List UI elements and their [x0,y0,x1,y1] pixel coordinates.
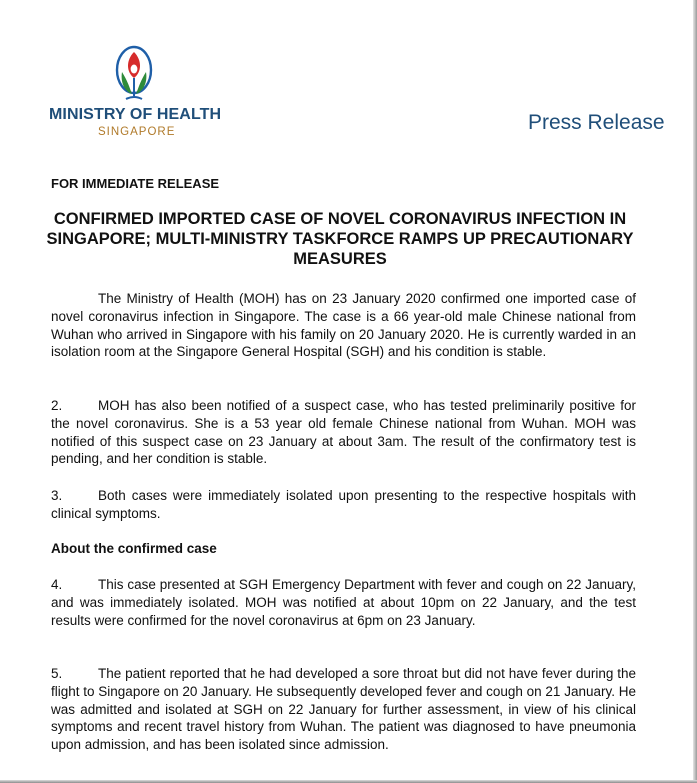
paragraph-5 [51,665,636,754]
org-name: MINISTRY OF HEALTH [49,106,222,123]
paragraph-number: 5. [51,666,63,681]
section-heading: About the confirmed case [51,541,217,556]
moh-logo-icon [112,42,156,102]
paragraph-3 [51,487,636,523]
paragraph-number: 3. [51,488,63,503]
paragraph-text: MOH has also been notified of a suspect case, who has tested preliminarily positive for the novel coronavirus. She is a 53 year old female Chinese national from Wuhan. MOH was notified of this suspect case on 23 January at about 3am. The result of the confirmatory test is pending, and her condition is stable. [51,398,636,467]
paragraph-number: 4. [51,577,63,592]
paragraph-number: 2. [51,398,63,413]
paragraph-4 [51,576,636,629]
page-edge-shadow [693,0,697,783]
paragraph-1 [51,290,636,361]
paragraph-text: The patient reported that he had developed a sore throat but did not have fever during the flight to Singapore on 20 January. He subsequently developed fever and cough on 21 January. He was admitted and isolated at SGH on 22 January for further assessment, in view of his clinical symptoms and recent travel history from Wuhan. The patient was diagnosed to have pneumonia upon admission, and has been isolated since admission. [51,666,636,753]
release-tag: FOR IMMEDIATE RELEASE [51,176,220,191]
paragraph-2 [51,397,636,468]
paragraph-text: This case presented at SGH Emergency Department with fever and cough on 22 January, and was immediately isolated. MOH was notified at about 10pm on 22 January, and the test results were confirmed for the novel coronavirus at 6pm on 23 January. [51,577,636,628]
org-subtitle: SINGAPORE [98,126,176,138]
headline: CONFIRMED IMPORTED CASE OF NOVEL CORONAVIRUS INFECTION IN SINGAPORE; MULTI-MINISTRY TASKFORCE RAMPS UP PRECAUTIONARY MEASURES [46,210,634,268]
paragraph-text: The Ministry of Health (MOH) has on 23 January 2020 confirmed one imported case of novel coronavirus infection in Singapore. The case is a 66 year-old male Chinese national from Wuhan who arrived in Singapore with his family on 20 January 2020. He is currently warded in an isolation room at the Singapore General Hospital (SGH) and his condition is stable. [51,291,636,360]
document-type-label: Press Release [528,111,665,134]
paragraph-text: Both cases were immediately isolated upon presenting to the respective hospitals with clinical symptoms. [51,488,636,521]
